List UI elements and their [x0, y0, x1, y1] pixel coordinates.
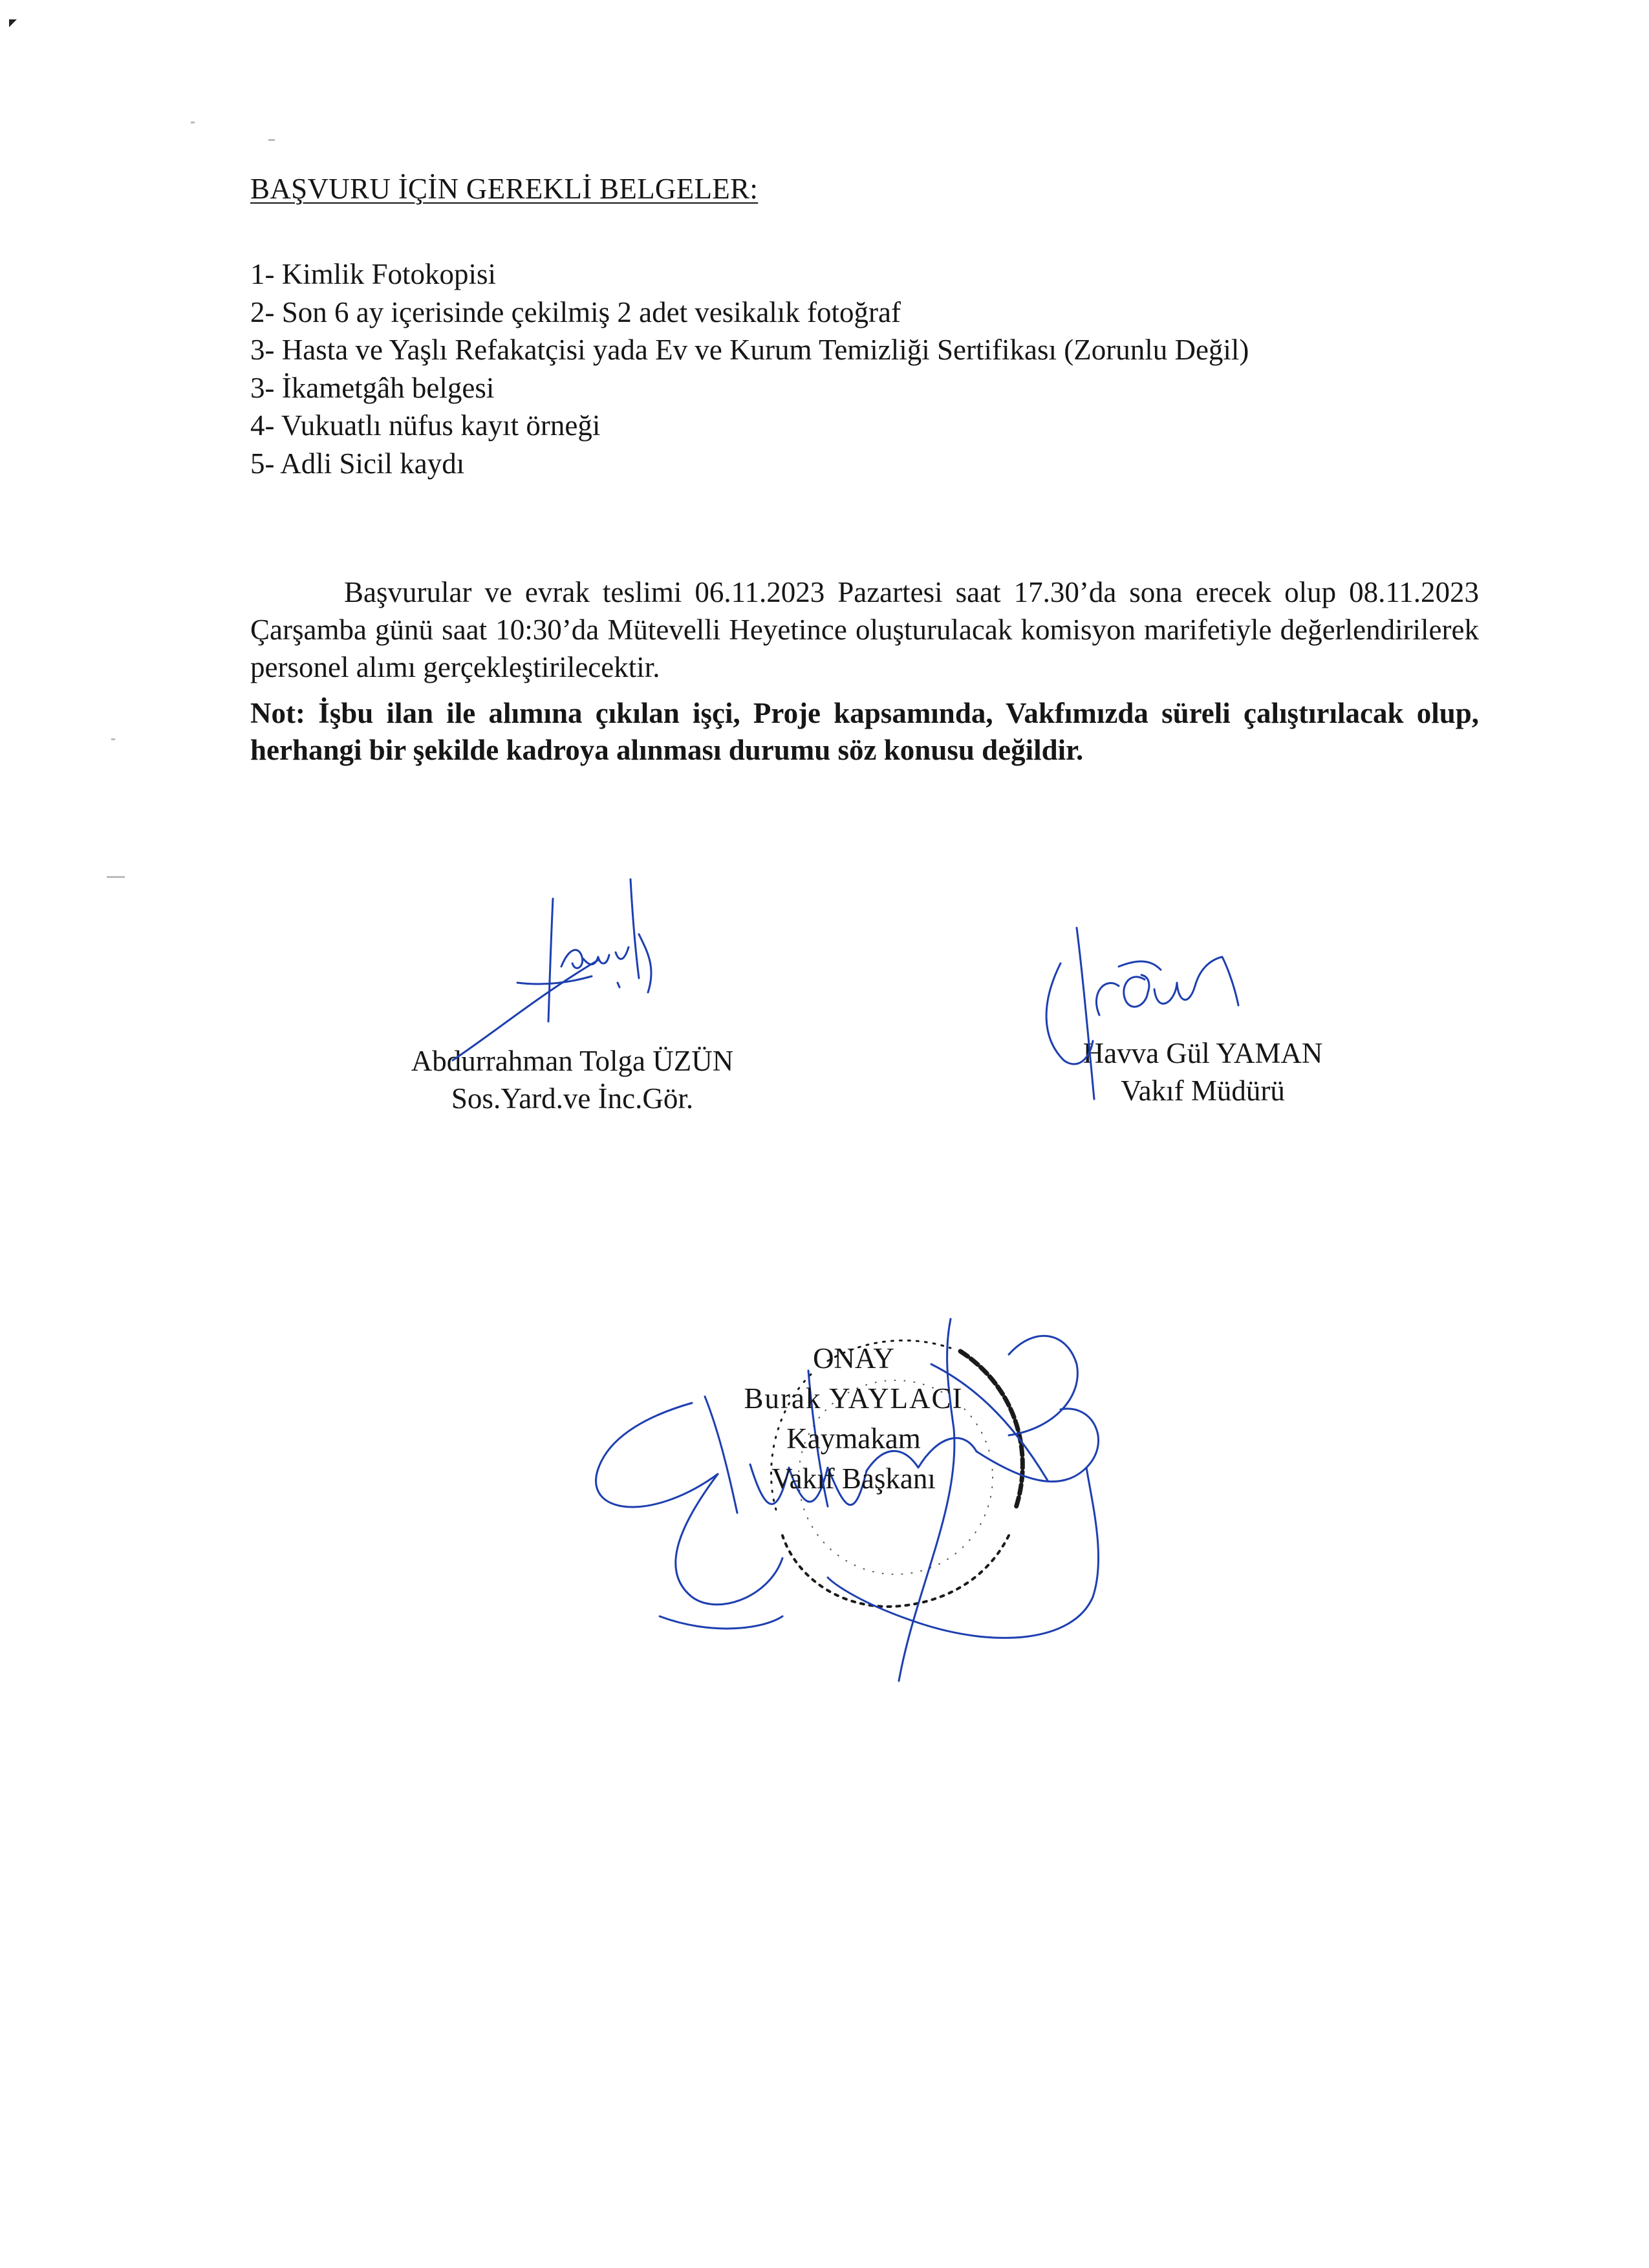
approval-title-1: Kaymakam	[786, 1422, 921, 1455]
left-signatory-name: Abdurrahman Tolga ÜZÜN	[411, 1045, 734, 1077]
right-signature	[1022, 925, 1293, 1106]
scan-speck	[111, 738, 115, 740]
approval-name: Burak YAYLACI	[744, 1382, 964, 1415]
left-signatory-title: Sos.Yard.ve İnc.Gör.	[451, 1082, 694, 1115]
scan-speck	[268, 139, 275, 141]
right-signatory-title: Vakıf Müdürü	[1121, 1075, 1285, 1107]
approval-title-2: Vakıf Başkanı	[771, 1462, 936, 1495]
approval-label: ONAY	[813, 1342, 894, 1375]
requirements-list	[250, 255, 1249, 482]
scan-speck	[191, 122, 195, 123]
requirement-item: 3- İkametgâh belgesi	[250, 371, 495, 404]
left-signature	[446, 870, 692, 1064]
scan-corner-mark	[9, 19, 17, 27]
scan-speck	[107, 876, 125, 878]
approval-block	[711, 1338, 996, 1499]
requirement-item: 4- Vukuatlı nüfus kayıt örneği	[250, 409, 601, 442]
requirement-item: 1- Kimlik Fotokopisi	[250, 258, 497, 290]
note-paragraph: Not: İşbu ilan ile alımına çıkılan işçi, Proje kapsamında, Vakfımızda süreli çalıştırılacak olup, herhangi bir şekilde kadroya alınması durumu söz konusu değildir.	[250, 697, 1479, 766]
document-heading: BAŞVURU İÇİN GEREKLİ BELGELER:	[250, 173, 759, 205]
requirement-item: 2- Son 6 ay içerisinde çekilmiş 2 adet vesikalık fotoğraf	[250, 295, 901, 328]
requirement-item: 5- Adli Sicil kaydı	[250, 447, 465, 480]
requirement-item: 3- Hasta ve Yaşlı Refakatçisi yada Ev ve Kurum Temizliği Sertifikası (Zorunlu Değil)	[250, 334, 1249, 366]
right-signatory-name: Havva Gül YAMAN	[1083, 1037, 1323, 1069]
application-paragraph: Başvurular ve evrak teslimi 06.11.2023 Pazartesi saat 17.30’da sona erecek olup 08.11.2023 Çarşamba günü saat 10:30’da Mütevelli Heyetince oluşturulacak komisyon marifetiyle değerlendirilerek personel alımı gerçekleştirilecektir.	[250, 576, 1479, 683]
